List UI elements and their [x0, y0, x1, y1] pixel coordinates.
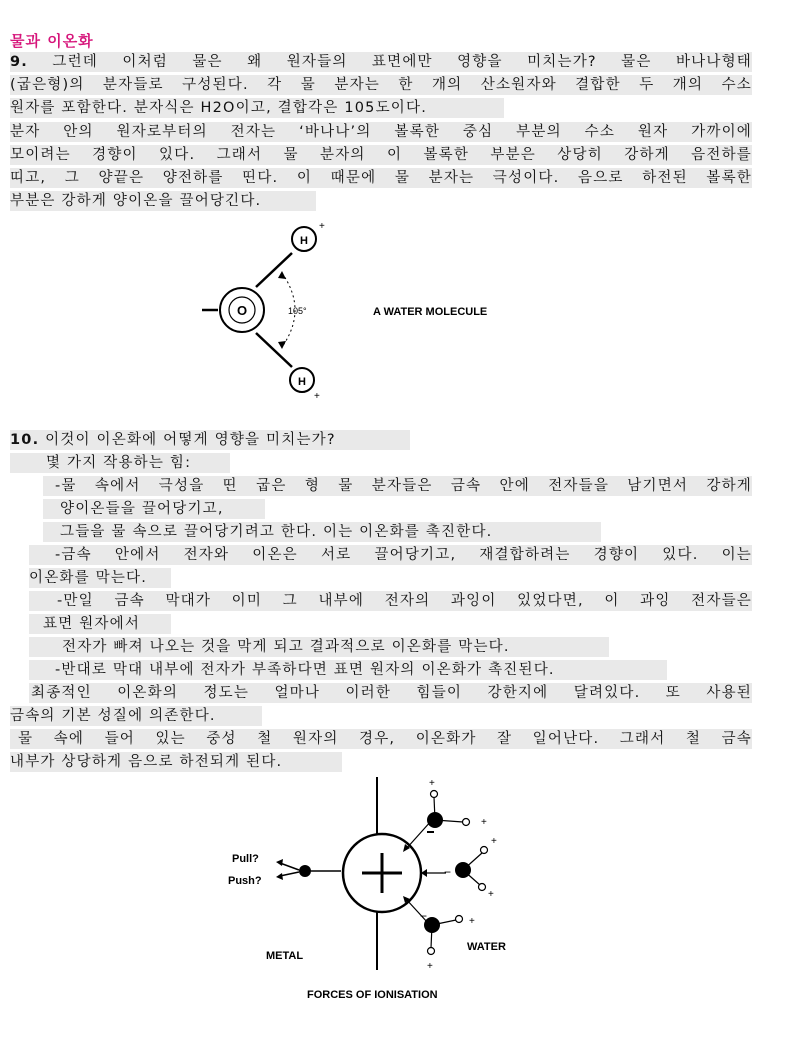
hydrogen-bottom-plus: +: [314, 391, 320, 402]
pull-label: Pull?: [232, 853, 259, 865]
section10-line-4: 양이온들을 끌어당기고,: [43, 499, 265, 519]
water-right-plus-2: +: [488, 889, 494, 900]
water-molecule-figure: [190, 215, 530, 405]
section10-line-12: 최종적인 이온화의 정도는 얼마나 이러한 힘들이 강한지에 달려있다. 또 사용된: [31, 685, 752, 701]
section9-number: 9.: [10, 54, 28, 70]
section10-line-6: -금속 안에서 전자와 이온은 서로 끌어당기고, 재결합하려는 경향이 있다. 이는: [29, 545, 752, 565]
figure1-caption: A WATER MOLECULE: [373, 306, 488, 318]
section10-line-15: 내부가 상당하게 음으로 하전되게 된다.: [10, 752, 342, 772]
water-top-plus-1: +: [429, 778, 435, 789]
hydrogen-bottom-label: H: [298, 376, 306, 388]
section10-line-14: 물 속에 들어 있는 중성 철 원자의 경우, 이온화가 잘 일어난다. 그래서 철 금속: [10, 729, 752, 749]
water-right-plus-1: +: [491, 836, 497, 847]
section10-number: 10.: [10, 432, 40, 448]
water-molecule-right: [444, 836, 497, 900]
section9-line-5: 모이려는 경향이 있다. 그래서 물 분자의 이 볼록한 부분은 상당히 강하게 음전하를: [10, 147, 752, 163]
section10-line-1: [10, 430, 410, 450]
section10-line-10: 전자가 빠져 나오는 것을 막게 되고 결과적으로 이온화를 막는다.: [29, 637, 609, 657]
bond-angle-label: 105°: [288, 306, 307, 316]
oxygen-minus-sign: −: [202, 319, 203, 320]
page-title: 물과 이온화: [10, 32, 94, 50]
section10-line-5: 그들을 물 속으로 끌어당기려고 한다. 이는 이온화를 촉진한다.: [43, 522, 601, 542]
water-bottom-plus-1: +: [469, 916, 475, 927]
section10-line-11: -반대로 막대 내부에 전자가 부족하다면 표면 원자의 이온화가 촉진된다.: [29, 660, 667, 680]
water-bottom-plus-2: +: [427, 961, 433, 972]
section9-line-2: (굽은형)의 분자들로 구성된다. 각 물 분자는 한 개의 산소원자와 결합한 두 개의 수소: [10, 77, 752, 93]
section10-line-3: -물 속에서 극성을 띤 굽은 형 물 분자들은 금속 안에 전자들을 남기면서 강하게: [43, 476, 752, 496]
section10-line-9: 표면 원자에서: [29, 614, 171, 634]
section10-line-13: 금속의 기본 성질에 의존한다.: [10, 706, 262, 726]
section10-line-8: -만일 금속 막대가 이미 그 내부에 전자의 과잉이 있었다면, 이 과잉 전자들은: [29, 591, 752, 611]
water-label: WATER: [467, 941, 506, 953]
figure2-caption: FORCES OF IONISATION: [307, 989, 438, 1001]
section10-line-1-text: 이것이 이온화에 어떻게 영향을 미치는가?: [45, 432, 336, 448]
section9-line-1: [10, 52, 752, 72]
section9-line-4: 분자 안의 원자로부터의 전자는 ‘바나나’의 볼록한 중심 부분의 수소 원자 가까이에: [10, 124, 752, 140]
section10-line-2: 몇 가지 작용하는 힘:: [10, 453, 230, 473]
water-molecule-top: [427, 778, 487, 832]
section10-line-7: 이온화를 막는다.: [29, 568, 171, 588]
oxygen-label: O: [236, 303, 248, 318]
push-label: Push?: [228, 875, 262, 887]
hydrogen-top-plus: +: [319, 221, 325, 232]
ionisation-forces-figure: [220, 775, 540, 1010]
section9-line-6: 띠고, 그 양끝은 양전하를 띤다. 이 때문에 물 분자는 극성이다. 음으로 하전된 볼록한: [10, 170, 752, 186]
water-top-plus-2: +: [481, 817, 487, 828]
metal-label: METAL: [266, 950, 304, 962]
section9-line-3: 원자를 포함한다. 분자식은 H2O이고, 결합각은 105도이다.: [10, 98, 504, 118]
section9-line-1-text: 그런데 이처럼 물은 왜 원자들의 표면에만 영향을 미치는가? 물은 바나나형태: [52, 54, 752, 70]
water-right-minus: −: [444, 865, 452, 879]
water-bottom-minus: −: [420, 909, 428, 923]
hydrogen-top-label: H: [300, 235, 308, 247]
section9-line-7: 부분은 강하게 양이온을 끌어당긴다.: [10, 191, 316, 211]
